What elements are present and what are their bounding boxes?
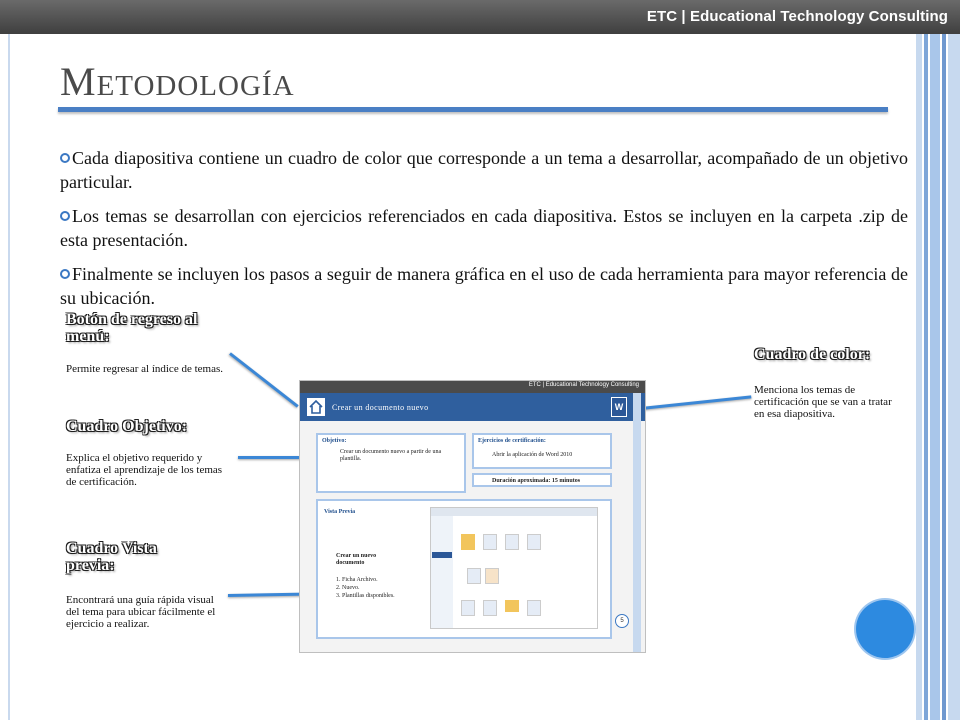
duracion-box (472, 473, 612, 487)
callout-vista-heading: Cuadro Vista previa: (66, 540, 157, 574)
template-thumb (505, 534, 519, 550)
menu-selected (432, 552, 452, 558)
steps-title: Crear un nuevo documento (336, 553, 377, 566)
thumb-side-stripe (633, 393, 641, 652)
right-decorative-bar (942, 34, 946, 720)
template-thumb (467, 568, 481, 584)
brand-text: ETC | Educational Technology Consulting (646, 8, 948, 25)
callout-objetivo-text: Explica el objetivo requerido y enfatiza el aprendizaje de los temas de certificación. (66, 452, 223, 488)
callout-objetivo-heading: Cuadro Objetivo: (66, 418, 188, 435)
backstage-menu (431, 516, 453, 628)
bullet-item: Finalmente se incluyen los pasos a seguir de manera gráfica en el uso de cada herramienta para mayor referencia de su ubicación. (60, 264, 908, 308)
template-thumb (505, 600, 519, 612)
bullet-icon (60, 153, 70, 163)
callout-regreso-text: Permite regresar al índice de temas. (66, 363, 223, 375)
step-item: 3. Plantillas disponibles. (336, 593, 395, 599)
bullet-item: Los temas se desarrollan con ejercicios referenciados en cada diapositiva. Estos se incluyen en la carpeta .zip de esta presentación. (60, 206, 908, 250)
thumb-header (300, 381, 645, 393)
template-thumb (461, 600, 475, 616)
template-thumb (527, 600, 541, 616)
thumb-title: Crear un documento nuevo (332, 403, 429, 412)
template-thumb (483, 534, 497, 550)
bullet-icon (60, 211, 70, 221)
objetivo-label: Objetivo: (322, 438, 347, 444)
page-title (60, 58, 295, 105)
word-icon: W (611, 397, 627, 417)
right-decorative-bar (924, 34, 928, 720)
ribbon-bar (431, 508, 597, 516)
slide-thumbnail (299, 380, 646, 653)
right-decorative-bar (948, 34, 960, 720)
template-thumb (527, 534, 541, 550)
objetivo-text: Crear un documento nuevo a partir de una plantilla. (340, 449, 442, 462)
right-decorative-bar (930, 34, 940, 720)
ejercicios-label: Ejercicios de certificación: (478, 438, 546, 444)
header-banner (0, 0, 960, 34)
callout-regreso-heading: Botón de regreso al menú: (66, 311, 198, 345)
bullet-item: Cada diapositiva contiene un cuadro de color que corresponde a un tema a desarrollar, acompañado de un objetivo particular. (60, 148, 908, 192)
right-decorative-bar (916, 34, 922, 720)
template-thumb (483, 600, 497, 616)
thumb-brand: ETC | Educational Technology Consulting (528, 382, 639, 388)
title-rest: ETODOLOGÍA (96, 70, 295, 102)
template-thumb (485, 568, 499, 584)
callout-vista-text: Encontrará una guía rápida visual del tema para ubicar fácilmente el ejercicio a realizar. (66, 594, 216, 630)
ejercicios-text: Abrir la aplicación de Word 2010 (492, 452, 573, 458)
title-underline (58, 107, 888, 112)
title-initial: M (60, 59, 97, 104)
step-item: 1. Ficha Archivo. (336, 577, 378, 583)
thumb-title-band (300, 393, 645, 421)
template-thumb (461, 534, 475, 550)
objetivo-box (316, 433, 466, 493)
decorative-circle (856, 600, 914, 658)
callout-color-text: Menciona los temas de certificación que se van a tratar en esa diapositiva. (754, 384, 892, 420)
home-icon (306, 397, 326, 417)
word-backstage-screenshot (430, 507, 598, 629)
callout-color-heading: Cuadro de color: (754, 346, 871, 363)
bullet-list (60, 146, 908, 320)
ejercicios-box (472, 433, 612, 469)
duracion-text: Duración aproximada: 15 minutos (492, 478, 581, 484)
connector-line (229, 352, 299, 407)
left-decorative-line (8, 34, 10, 720)
vista-previa-box (316, 499, 612, 639)
page-number-badge: 5 (615, 614, 629, 628)
bullet-icon (60, 269, 70, 279)
vista-previa-label: Vista Previa (324, 509, 356, 515)
step-item: 2. Nuevo. (336, 585, 360, 591)
